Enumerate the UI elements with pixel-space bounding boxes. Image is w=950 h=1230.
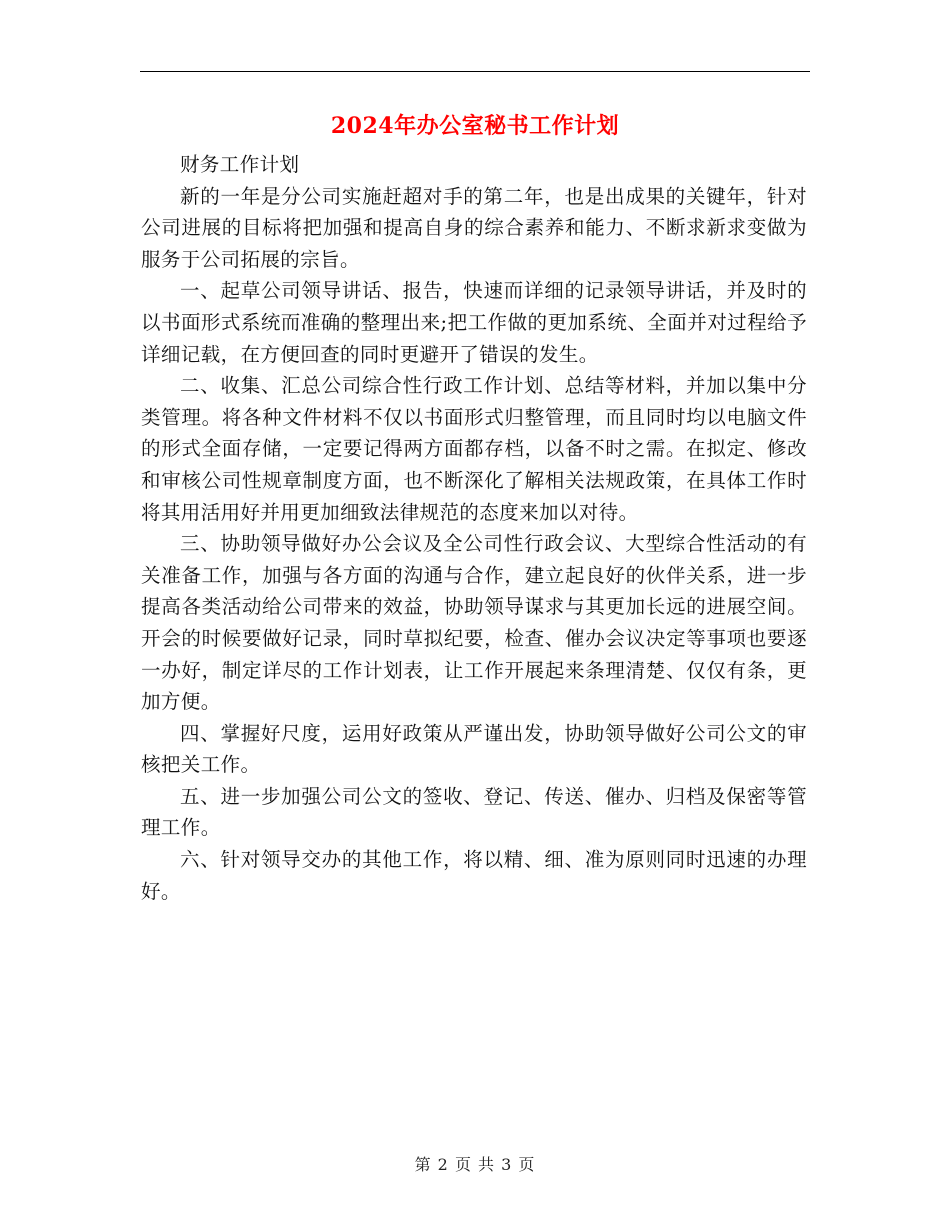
document-body xyxy=(141,149,807,907)
paragraph-item-6: 六、针对领导交办的其他工作，将以精、细、准为原则同时迅速的办理好。 xyxy=(141,848,807,903)
page-number-footer: 第 2 页 共 3 页 xyxy=(414,1155,536,1174)
paragraph-item-4: 四、掌握好尺度，运用好政策从严谨出发，协助领导做好公司公文的审核把关工作。 xyxy=(141,721,807,777)
paragraph-item-3: 三、协助领导做好办公会议及全公司性行政会议、大型综合性活动的有关准备工作，加强与各方面的沟通与合作，建立起良好的伙伴关系，进一步提高各类活动给公司带来的效益，协助领导谋求与其更加长远的进展空间。开会的时候要做好记录，同时草拟纪要，检查、催办会议决定等事项也要逐一办好，制定详尽的工作计划表，让工作开展起来条理清楚、仅仅有条，更加方便。 xyxy=(141,532,807,714)
paragraph-item-2: 二、收集、汇总公司综合性行政工作计划、总结等材料，并加以集中分类管理。将各种文件材料不仅以书面形式归整管理，而且同时均以电脑文件的形式全面存储，一定要记得两方面都存档，以备不时之需。在拟定、修改和审核公司性规章制度方面，也不断深化了解相关法规政策，在具体工作时将其用活用好并用更加细致法律规范的态度来加以对待。 xyxy=(141,374,807,524)
header-rule xyxy=(140,71,810,72)
paragraph-subtitle: 财务工作计划 xyxy=(180,153,300,176)
paragraph-intro: 新的一年是分公司实施赶超对手的第二年，也是出成果的关键年，针对公司进展的目标将把加强和提高自身的综合素养和能力、不断求新求变做为服务于公司拓展的宗旨。 xyxy=(141,184,807,271)
paragraph-item-1: 一、起草公司领导讲话、报告，快速而详细的记录领导讲话，并及时的以书面形式系统而准确的整理出来;把工作做的更加系统、全面并对过程给予详细记载，在方便回查的同时更避开了错误的发生。 xyxy=(141,279,807,366)
paragraph-item-5: 五、进一步加强公司公文的签收、登记、传送、催办、归档及保密等管理工作。 xyxy=(141,784,807,840)
document-title: 2024年办公室秘书工作计划 xyxy=(330,113,620,139)
